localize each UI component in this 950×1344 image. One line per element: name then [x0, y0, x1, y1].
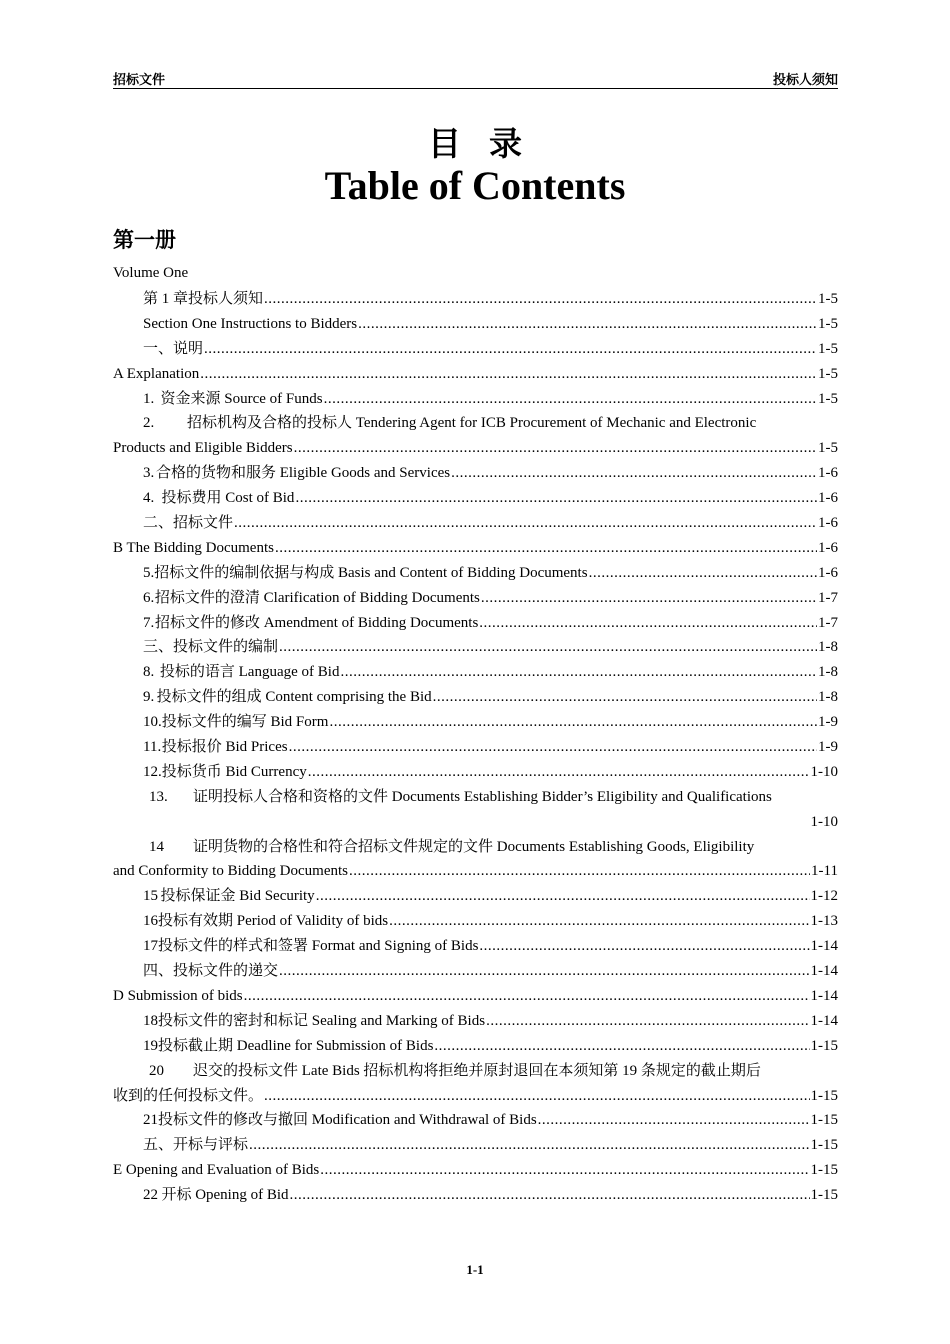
toc-entry-number: 18 — [143, 1012, 158, 1029]
toc-leader-dots — [434, 1034, 809, 1059]
toc-entry[interactable] — [113, 1133, 838, 1158]
toc-entry[interactable] — [113, 536, 838, 561]
toc-entry-label: 合格的货物和服务 Eligible Goods and Services — [155, 465, 451, 482]
toc-entry-label: 投标报价 Bid Prices — [161, 739, 288, 756]
toc-entry[interactable] — [113, 1009, 838, 1034]
toc-entry[interactable] — [113, 884, 838, 909]
toc-entry-page: 1-15 — [810, 1087, 838, 1104]
toc-entry-label: E Opening and Evaluation of Bids — [113, 1162, 320, 1179]
toc-entry-label: and Conformity to Bidding Documents — [113, 863, 348, 880]
toc-entry-number: 7. — [143, 614, 155, 631]
toc-entry-page: 1-5 — [818, 440, 838, 457]
toc-entry[interactable] — [113, 660, 838, 685]
toc-entry-label: 投标文件的修改与撤回 Modification and Withdrawal of Bids — [158, 1112, 537, 1129]
toc-leader-dots — [481, 586, 817, 611]
toc-entry-label: 投标货币 Bid Currency — [161, 763, 307, 780]
toc-entry-label: 资金来源 Source of Funds — [160, 390, 323, 407]
toc-entry[interactable] — [113, 411, 838, 436]
toc-entry-number: 11. — [143, 739, 162, 756]
toc-entry-label: 投标文件的密封和标记 Sealing and Marking of Bids — [158, 1012, 486, 1029]
toc-entry-number: 8. — [143, 664, 155, 681]
toc-entry-label: 开标 Opening of Bid — [161, 1187, 289, 1204]
toc-entry-number: 1. — [143, 390, 155, 407]
toc-entry[interactable] — [113, 436, 838, 461]
title-english: Table of Contents — [324, 163, 626, 208]
toc-entry-number: 19 — [143, 1037, 158, 1054]
toc-entry-page: 1-15 — [810, 1187, 838, 1204]
toc-entry[interactable] — [113, 785, 838, 810]
toc-entry[interactable] — [113, 1084, 838, 1109]
toc-leader-dots — [320, 1158, 809, 1183]
toc-entry-number: 15 — [143, 888, 158, 905]
toc-entry[interactable] — [113, 635, 838, 660]
toc-entry-label: 招标文件 — [173, 515, 234, 532]
title-chinese: 目录 — [428, 124, 550, 163]
toc-entry-label: Section One Instructions to Bidders — [143, 315, 358, 332]
volume-heading-chinese: 第一册 — [113, 228, 176, 252]
toc-entry-label: 说明 — [173, 340, 204, 357]
page-header — [113, 68, 838, 89]
toc-entry-label: A Explanation — [113, 365, 200, 382]
toc-entry-page: 1-9 — [818, 739, 838, 756]
toc-leader-dots — [358, 312, 817, 337]
toc-leader-dots — [249, 1133, 809, 1158]
toc-entry-label: 招标机构及合格的投标人 Tendering Agent for ICB Procurement of Mechanic and Electronic — [187, 415, 757, 432]
toc-entry-number: 10. — [143, 714, 162, 731]
toc-entry[interactable] — [113, 561, 838, 586]
toc-entry-number: 一、 — [143, 340, 174, 357]
toc-entry-page: 1-10 — [810, 763, 838, 780]
toc-entry-page: 1-7 — [818, 589, 838, 606]
toc-entry-number: 4. — [143, 490, 155, 507]
toc-entry-number: 四、 — [143, 963, 174, 980]
toc-leader-dots — [433, 685, 817, 710]
toc-leader-dots — [316, 884, 810, 909]
toc-leader-dots — [279, 959, 809, 984]
toc-entry[interactable] — [113, 984, 838, 1009]
toc-leader-dots — [279, 635, 817, 660]
toc-entry[interactable] — [113, 934, 838, 959]
toc-leader-dots — [290, 1183, 810, 1208]
toc-entry[interactable] — [113, 959, 838, 984]
toc-leader-dots — [200, 362, 817, 387]
toc-entry-page: 1-6 — [818, 465, 838, 482]
toc-entry-page: 1-5 — [818, 291, 838, 307]
toc-entry[interactable] — [113, 287, 838, 312]
toc-entry-label: D Submission of bids — [113, 987, 243, 1004]
toc-entry-page: 1-15 — [810, 1112, 838, 1129]
toc-entry[interactable] — [113, 1059, 838, 1084]
toc-entry-page: 1-14 — [810, 938, 838, 955]
toc-entry-page: 1-10 — [810, 813, 838, 830]
toc-leader-dots — [275, 536, 817, 561]
toc-entry-label: 投标文件的组成 Content comprising the Bid — [156, 689, 432, 706]
page-number: 1-1 — [466, 1262, 484, 1277]
toc-entry-number: 6. — [143, 589, 155, 606]
toc-entry-number: 13. — [149, 788, 168, 805]
toc-entry-label: 投标截止期 Deadline for Submission of Bids — [158, 1037, 434, 1054]
toc-entry-page: 1-14 — [810, 987, 838, 1004]
toc-entry-number: 21 — [143, 1112, 158, 1129]
toc-entry-number: 20 — [149, 1062, 164, 1079]
header-left: 招标文件 — [113, 73, 166, 88]
toc-entry[interactable] — [113, 1158, 838, 1183]
toc-entry[interactable] — [113, 337, 838, 362]
toc-entry-page: 1-13 — [810, 913, 838, 930]
toc-entry-number: 16 — [143, 913, 158, 930]
toc-entry-number: 三、 — [143, 639, 174, 656]
toc-entry-page: 1-7 — [818, 614, 838, 631]
toc-entry[interactable] — [113, 511, 838, 536]
toc-entry-page: 1-12 — [810, 888, 838, 905]
toc-entry-page: 1-14 — [810, 963, 838, 980]
toc-entry-page: 1-6 — [818, 564, 838, 581]
toc-entry-page: 1-14 — [810, 1012, 838, 1029]
toc-leader-dots — [538, 1108, 810, 1133]
toc-entry-page: 1-5 — [818, 390, 838, 407]
toc-entry-number: 9. — [143, 689, 155, 706]
toc-entry-page: 1-8 — [818, 639, 838, 656]
toc-leader-dots — [479, 611, 817, 636]
toc-entry-number: 22 — [143, 1187, 158, 1204]
toc-entry-page: 1-15 — [810, 1137, 838, 1154]
toc-leader-dots — [244, 984, 810, 1009]
toc-entry-page: 1-15 — [810, 1162, 838, 1179]
toc-entry-page: 1-11 — [811, 863, 838, 880]
header-right: 投标人须知 — [772, 73, 838, 88]
toc-entry-page: 1-5 — [818, 340, 838, 357]
toc-entry-label: 证明货物的合格性和符合招标文件规定的文件 Documents Establishing Goods, Eligibility — [193, 838, 755, 855]
toc-entry-page: 1-8 — [818, 664, 838, 681]
toc-entry[interactable] — [113, 1034, 838, 1059]
toc-entry[interactable] — [113, 312, 838, 337]
volume-heading-english: Volume One — [113, 265, 189, 281]
toc-entry-label: 投标有效期 Period of Validity of bids — [158, 913, 389, 930]
toc-entry[interactable] — [113, 760, 838, 785]
toc-entry-label: 证明投标人合格和资格的文件 Documents Establishing Bidder’s Eligibility and Qualifications — [193, 788, 772, 805]
toc-entry[interactable] — [113, 486, 838, 511]
table-of-contents — [113, 287, 838, 1208]
toc-entry[interactable] — [113, 810, 838, 835]
toc-entry[interactable] — [113, 835, 838, 860]
toc-entry-page: 1-6 — [818, 490, 838, 507]
toc-entry-page: 1-5 — [818, 365, 838, 382]
toc-entry[interactable] — [113, 735, 838, 760]
toc-leader-dots — [486, 1009, 809, 1034]
toc-entry-number: 14 — [149, 838, 164, 855]
toc-entry[interactable] — [113, 710, 838, 735]
toc-entry[interactable] — [113, 461, 838, 486]
toc-leader-dots — [479, 934, 809, 959]
toc-leader-dots — [204, 337, 817, 362]
toc-entry-label: 招标文件的编制依据与构成 Basis and Content of Bidding Documents — [154, 564, 588, 581]
toc-entry-page: 1-6 — [818, 515, 838, 532]
toc-leader-dots — [264, 1084, 809, 1109]
toc-entry-label: 招标文件的修改 Amendment of Bidding Documents — [154, 614, 479, 631]
toc-entry[interactable] — [113, 362, 838, 387]
toc-leader-dots — [389, 909, 809, 934]
toc-entry-number: 5. — [143, 564, 155, 581]
toc-entry-number: 3. — [143, 465, 155, 482]
toc-entry-label: 开标与评标 — [173, 1137, 249, 1154]
toc-leader-dots — [264, 287, 817, 312]
toc-leader-dots — [234, 511, 817, 536]
toc-leader-dots — [340, 660, 817, 685]
toc-entry[interactable] — [113, 685, 838, 710]
toc-entry-label: 投标文件的样式和签署 Format and Signing of Bids — [158, 938, 479, 955]
toc-entry-label: 第 1 章投标人须知 — [143, 291, 264, 307]
toc-entry[interactable] — [113, 611, 838, 636]
toc-entry-label: 投标的语言 Language of Bid — [159, 664, 340, 681]
toc-entry[interactable] — [113, 1108, 838, 1133]
toc-entry-label: 迟交的投标文件 Late Bids 招标机构将拒绝并原封退回在本须知第 19 条规定的截止期后 — [193, 1062, 761, 1079]
toc-entry-label: 收到的任何投标文件。 — [113, 1087, 264, 1104]
toc-entry[interactable] — [113, 586, 838, 611]
toc-entry-page: 1-15 — [810, 1037, 838, 1054]
toc-leader-dots — [295, 486, 817, 511]
toc-entry-page: 1-5 — [818, 315, 838, 332]
toc-entry[interactable] — [113, 859, 838, 884]
toc-entry-label: 投标文件的编写 Bid Form — [161, 714, 329, 731]
toc-entry[interactable] — [113, 1183, 838, 1208]
toc-entry-label: 投标费用 Cost of Bid — [161, 490, 295, 507]
toc-entry-page: 1-9 — [818, 714, 838, 731]
toc-leader-dots — [451, 461, 817, 486]
toc-leader-dots — [324, 387, 817, 412]
toc-entry-number: 12. — [143, 763, 162, 780]
toc-entry-label: B The Bidding Documents — [113, 539, 274, 556]
toc-leader-dots — [329, 710, 817, 735]
toc-leader-dots — [349, 859, 810, 884]
toc-entry-number: 五、 — [143, 1137, 174, 1154]
toc-leader-dots — [289, 735, 817, 760]
toc-entry-number: 17 — [143, 938, 158, 955]
toc-leader-dots — [589, 561, 817, 586]
toc-leader-dots — [308, 760, 810, 785]
toc-entry-label: 招标文件的澄清 Clarification of Bidding Documents — [154, 589, 480, 606]
toc-entry-label: 投标文件的递交 — [173, 963, 279, 980]
toc-entry-label: Products and Eligible Bidders — [113, 440, 293, 457]
toc-entry[interactable] — [113, 909, 838, 934]
toc-entry-number: 二、 — [143, 515, 174, 532]
toc-entry-number: 2. — [143, 415, 155, 432]
toc-leader-dots — [294, 436, 817, 461]
toc-entry-page: 1-8 — [818, 689, 838, 706]
toc-entry-page: 1-6 — [818, 539, 838, 556]
toc-entry[interactable] — [113, 387, 838, 412]
toc-entry-label: 投标文件的编制 — [173, 639, 279, 656]
toc-entry-label: 投标保证金 Bid Security — [160, 888, 315, 905]
